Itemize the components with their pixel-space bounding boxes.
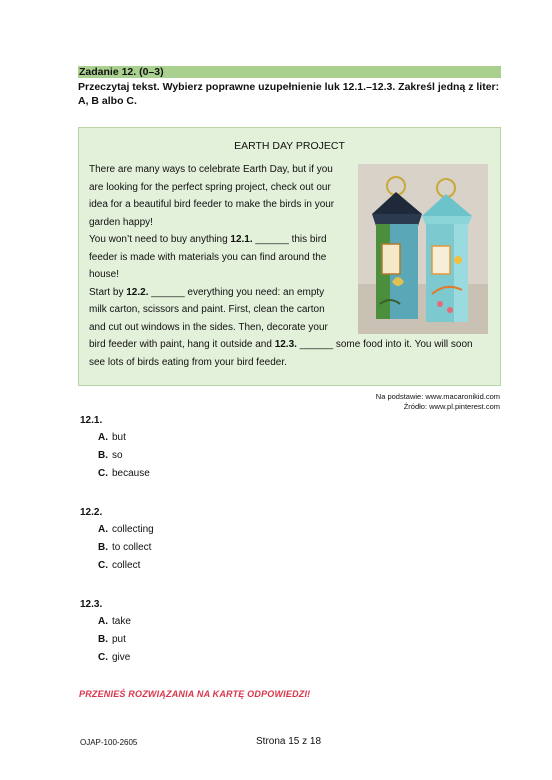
option-letter: B.: [98, 634, 108, 645]
source-line-1: Na podstawie: www.macaronikid.com: [375, 392, 500, 401]
option-12-1-a[interactable]: [98, 432, 126, 443]
exam-code: OJAP-100-2605: [80, 738, 138, 747]
question-label-12-3: 12.3.: [80, 599, 103, 610]
option-12-3-c[interactable]: [98, 652, 130, 663]
option-text: because: [112, 468, 150, 479]
article-line: house!: [89, 269, 120, 280]
option-text: to collect: [112, 542, 152, 553]
task-instructions: [78, 80, 508, 108]
bird-feeder-photo: [358, 164, 488, 334]
gap-label-12-1: 12.1.: [230, 234, 253, 245]
gap-label-12-3: 12.3.: [274, 339, 297, 350]
text-fragment: You won’t need to buy anything: [89, 234, 231, 245]
option-letter: A.: [98, 432, 108, 443]
option-letter: A.: [98, 524, 108, 535]
option-text: give: [112, 652, 131, 663]
task-header: Zadanie 12. (0–3): [78, 66, 501, 78]
source-line-2: Źródło: www.pl.pinterest.com: [403, 402, 500, 411]
option-letter: C.: [98, 652, 108, 663]
article-line-gap-12-2: [89, 284, 324, 302]
text-fragment: ______ everything you need: an empty: [148, 286, 325, 298]
gap-label-12-2: 12.2.: [126, 286, 149, 298]
option-text: collecting: [112, 524, 154, 535]
article-line: and cut out windows in the sides. Then, decorate your: [89, 321, 328, 333]
option-12-3-b[interactable]: [98, 634, 126, 645]
option-12-2-a[interactable]: [98, 524, 154, 535]
question-label-12-1: 12.1.: [80, 415, 103, 426]
option-letter: B.: [98, 450, 108, 461]
option-letter: A.: [98, 616, 108, 627]
article-line-gap-12-1: [89, 231, 327, 249]
article-title: EARTH DAY PROJECT: [234, 140, 345, 152]
question-label-12-2: 12.2.: [80, 507, 103, 518]
instructions-line-2: A, B albo C.: [78, 95, 137, 107]
text-fragment: Start by: [89, 286, 127, 298]
bird-feeder-illustration: [358, 164, 488, 334]
article-line: are looking for the perfect spring project, check out our: [89, 181, 331, 193]
option-text: so: [112, 450, 123, 461]
option-12-3-a[interactable]: [98, 616, 131, 627]
article-line: milk carton, scissors and paint. First, clean the carton: [89, 304, 325, 315]
article-line: see lots of birds eating from your bird feeder.: [89, 356, 287, 368]
article-line: There are many ways to celebrate Earth Day, but if you: [89, 164, 333, 175]
option-text: take: [112, 616, 131, 627]
option-letter: C.: [98, 560, 108, 571]
text-fragment: ______ this bird: [252, 234, 327, 245]
option-letter: B.: [98, 542, 108, 553]
instructions-line-1: Przeczytaj tekst. Wybierz poprawne uzupełnienie luk 12.1.–12.3. Zakreśl jedną z liter:: [78, 81, 500, 93]
article-line: garden happy!: [89, 216, 153, 228]
transfer-answers-note: PRZENIEŚ ROZWIĄZANIA NA KARTĘ ODPOWIEDZI!: [79, 689, 311, 699]
option-text: but: [112, 432, 126, 443]
article-line: idea for a beautiful bird feeder to make the birds in your: [89, 199, 335, 210]
article-line: feeder is made with materials you can find around the: [89, 251, 327, 263]
option-text: put: [112, 634, 126, 645]
option-letter: C.: [98, 468, 108, 479]
article-line-gap-12-3: [89, 336, 473, 354]
text-fragment: bird feeder with paint, hang it outside and: [89, 339, 275, 350]
option-text: collect: [112, 560, 141, 571]
text-fragment: ______ some food into it. You will soon: [296, 339, 473, 350]
option-12-1-c[interactable]: [98, 468, 150, 479]
option-12-2-c[interactable]: [98, 560, 140, 571]
option-12-2-b[interactable]: [98, 542, 151, 553]
option-12-1-b[interactable]: [98, 450, 123, 461]
article-box: [78, 127, 501, 386]
page-number: Strona 15 z 18: [256, 736, 322, 747]
